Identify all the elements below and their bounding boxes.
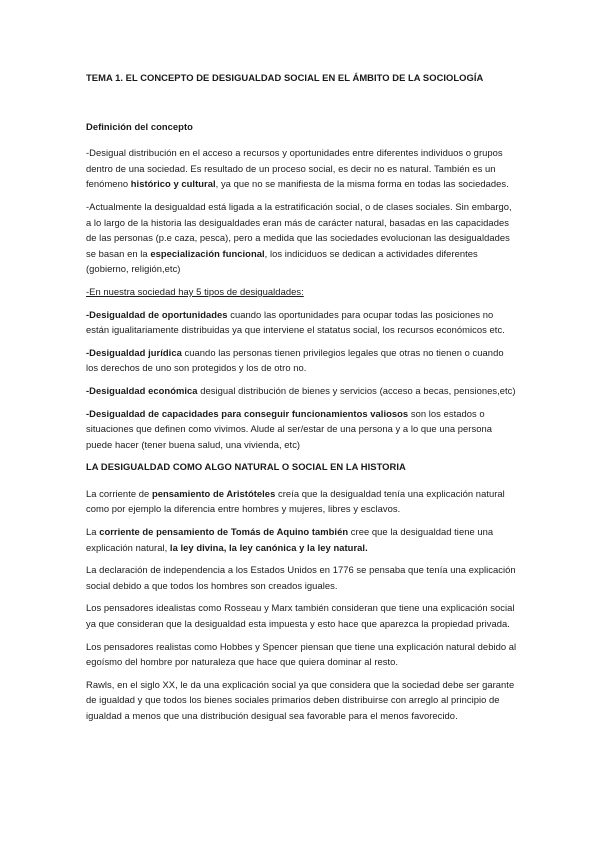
definition-heading: Definición del concepto (86, 120, 193, 132)
text-run: creía que la desigualdad tenía una explicación natural como por ejemplo la diferencia entre hombres y mujeres, libres y esclavos. (86, 487, 505, 515)
text-run: , ya que no se manifiesta de la misma forma en todas las sociedades. (215, 178, 509, 190)
bold-text: -Desigualdad de oportunidades (86, 308, 228, 320)
paragraph-stratification (86, 199, 518, 277)
type-legal (86, 345, 518, 376)
paragraph-independence: La declaración de independencia a los Estados Unidos en 1776 se pensaba que tenía una explicación social debido a que todos los hombres son creados iguales. (86, 564, 516, 591)
text-run: -Desigual distribución en el acceso a recursos y oportunidades entre diferentes individuos o grupos dentro de una sociedad. Es resultado de un proceso social, es decir no es natural. También es un fenómeno (86, 147, 503, 190)
type-economic (86, 383, 518, 399)
text-run: desigual distribución de bienes y servicios (acceso a becas, pensiones,etc) (197, 384, 516, 396)
text-run: La (86, 526, 100, 538)
text-run: , los indiciduos se dedican a actividades diferentes (gobierno, religión,etc) (86, 247, 478, 275)
type-capabilities (86, 406, 518, 453)
bold-text: -Desigualdad económica (86, 384, 198, 396)
paragraph-realists: Los pensadores realistas como Hobbes y Spencer piensan que tiene una explicación natural debido al egoísmo del hombre por naturaleza que hace que quiera dominar al resto. (86, 640, 517, 668)
text-run: cuando las oportunidades para ocupar todas las posiciones no están igualitariamente distribuidas ya que interviene el statatus social, los recursos económicos etc. (86, 308, 505, 336)
bold-text: -Desigualdad de capacidades para conseguir funcionamientos valiosos (86, 407, 409, 419)
bold-text: pensamiento de Aristóteles (151, 487, 276, 499)
text-run: cuando las personas tienen privilegios legales que otras no tienen o cuando los derechos de uno son protegidos y los de otro no. (86, 346, 504, 374)
bold-text: histórico y cultural (130, 178, 216, 190)
types-intro: -En nuestra sociedad hay 5 tipos de desigualdades: (86, 285, 304, 297)
document-title: TEMA 1. EL CONCEPTO DE DESIGUALDAD SOCIAL EN EL ÁMBITO DE LA SOCIOLOGÍA (86, 72, 484, 83)
document-body (86, 70, 518, 731)
bold-text: la ley divina, la ley canónica y la ley natural. (169, 541, 368, 553)
paragraph-rawls: Rawls, en el siglo XX, le da una explicación social ya que considera que la sociedad debe ser garante de igualdad y que todos los bienes sociales primarios deben distribuirse con arreglo al principio de igualdad a menos que una distribución desigual sea favorable para el menos favorecido. (86, 678, 515, 721)
paragraph-definition (86, 145, 518, 192)
paragraph-idealists: Los pensadores idealistas como Rosseau y Marx también consideran que tiene una explicación social ya que consideran que la desigualdad esta impuesta y esto hace que aparezca la propiedad privada. (86, 602, 515, 630)
history-heading: LA DESIGUALDAD COMO ALGO NATURAL O SOCIAL EN LA HISTORIA (86, 461, 406, 473)
text-run: cree que la desigualdad tiene una explicación natural, (86, 526, 494, 553)
bold-text: -Desigualdad jurídica (86, 346, 182, 358)
text-run: La corriente de (86, 487, 152, 499)
text-run: son los estados o situaciones que definen como vivimos. Alude al ser/estar de una persona y a lo que una persona puede hacer (tener buena salud, una vivienda, etc) (86, 407, 492, 450)
text-run: -Actualmente la desigualdad está ligada a la estratificación social, o de clases sociales. Sin embargo, a lo largo de la historia las desigualdades eran más de carácter natural, basadas en las capacidades de las personas (p.e caza, pesca), pero a medida que las sociedades evolucionan las desigualdades se basan en la (86, 200, 512, 259)
paragraph-aristotle (86, 486, 518, 517)
type-opportunities (86, 307, 518, 338)
bold-text: especialización funcional (150, 247, 265, 259)
paragraph-aquinas (86, 524, 518, 555)
bold-text: corriente de pensamiento de Tomás de Aquino también (99, 526, 349, 538)
